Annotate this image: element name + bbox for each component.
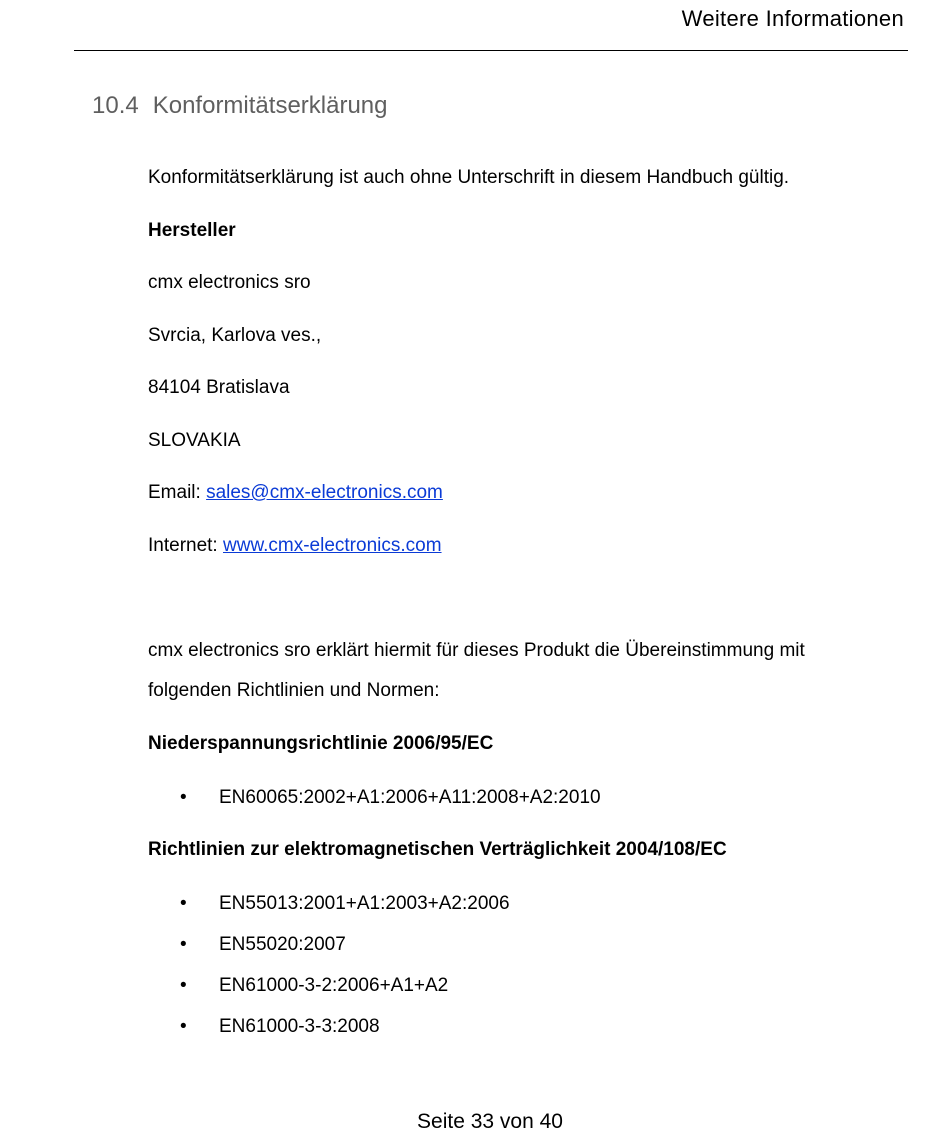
standard-label: EN60065:2002+A1:2006+A11:2008+A2:2010 xyxy=(219,787,601,808)
email-link[interactable]: sales@cmx-electronics.com xyxy=(206,482,443,503)
manufacturer-city: 84104 Bratislava xyxy=(148,377,290,398)
declaration-line-1: cmx electronics sro erklärt hiermit für dieses Produkt die Übereinstimmung mit xyxy=(148,640,805,661)
standard-label: EN61000-3-3:2008 xyxy=(219,1016,380,1037)
bullet-icon: • xyxy=(180,1016,187,1037)
manufacturer-street: Svrcia, Karlova ves., xyxy=(148,325,322,346)
email-label: Email: xyxy=(148,482,207,503)
header-title: Weitere Informationen xyxy=(681,6,904,31)
section-title: Konformitätserklärung xyxy=(152,92,388,119)
standard-label: EN55020:2007 xyxy=(219,934,346,955)
website-link[interactable]: www.cmx-electronics.com xyxy=(223,535,442,556)
declaration-line-2: folgenden Richtlinien und Normen: xyxy=(148,680,440,701)
intro-text: Konformitätserklärung ist auch ohne Unterschrift in diesem Handbuch gültig. xyxy=(148,167,790,188)
section-number: 10.4 xyxy=(92,92,139,119)
directive-heading-low-voltage: Niederspannungsrichtlinie 2006/95/EC xyxy=(148,733,494,754)
page-number: Seite 33 von 40 xyxy=(417,1110,563,1133)
header-divider xyxy=(74,50,908,51)
directive-heading-emc: Richtlinien zur elektromagnetischen Verträglichkeit 2004/108/EC xyxy=(148,839,727,860)
manufacturer-heading: Hersteller xyxy=(148,220,236,241)
internet-line xyxy=(148,535,442,557)
bullet-icon: • xyxy=(180,934,187,955)
bullet-icon: • xyxy=(180,787,187,808)
manufacturer-name: cmx electronics sro xyxy=(148,272,311,293)
bullet-icon: • xyxy=(180,975,187,996)
standard-label: EN61000-3-2:2006+A1+A2 xyxy=(219,975,449,996)
manufacturer-country: SLOVAKIA xyxy=(148,430,241,451)
standard-label: EN55013:2001+A1:2003+A2:2006 xyxy=(219,893,510,914)
internet-label: Internet: xyxy=(148,535,223,556)
email-line xyxy=(148,482,443,504)
section-heading xyxy=(92,92,388,120)
bullet-icon: • xyxy=(180,893,187,914)
